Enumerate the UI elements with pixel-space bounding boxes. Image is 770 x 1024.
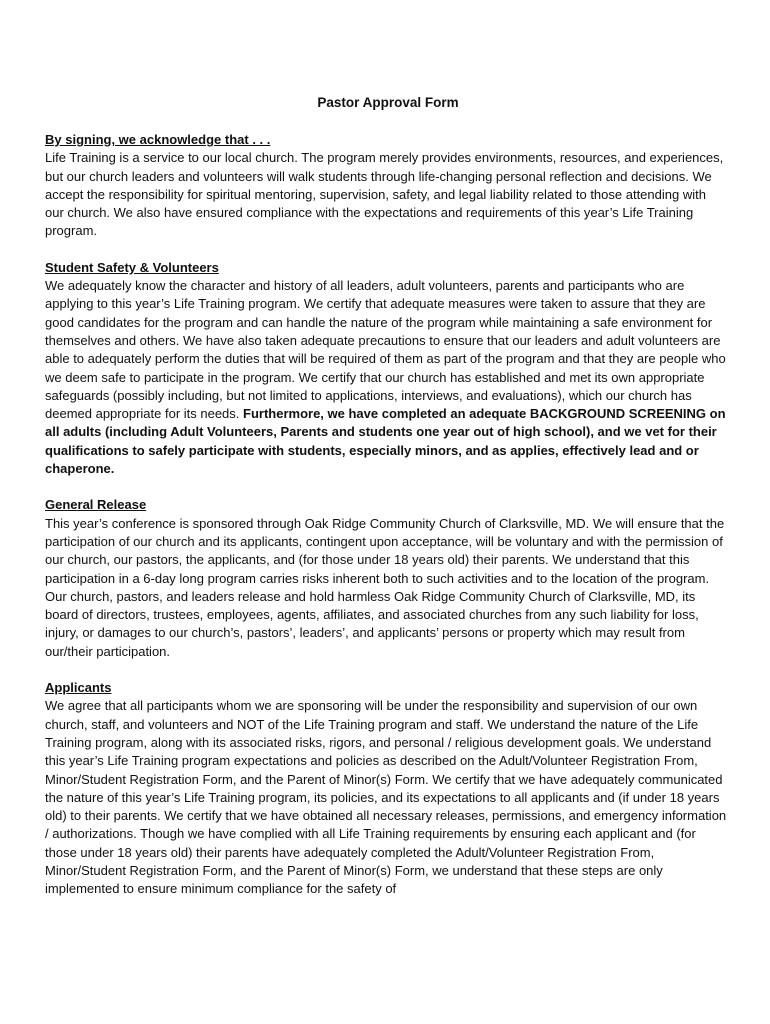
section-applicants (45, 679, 727, 899)
section-body: We agree that all participants whom we are sponsoring will be under the responsibility and supervision of our own church, staff, and volunteers and NOT of the Life Training program and staff. We understand the nature of the Life Training program, along with its associated risks, rigors, and personal / religious development goals. We understand this year’s Life Training program expectations and policies as described on the Adult/Volunteer Registration From, Minor/Student Registration Form, and the Parent of Minor(s) Form. We certify that we have adequately communicated the nature of this year’s Life Training program, its policies, and its expectations to all applicants and (if under 18 years old) to their parents. We certify that we have obtained all necessary releases, permissions, and emergency information / authorizations. Though we have complied with all Life Training requirements by ensuring each applicant and (for those under 18 years old) their parents have adequately completed the Adult/Volunteer Registration From, Minor/Student Registration Form, and the Parent of Minor(s) Form, we understand that these steps are only implemented to ensure minimum compliance for the safety of (45, 698, 727, 897)
section-general-release (45, 496, 727, 661)
section-heading: Applicants (45, 680, 112, 696)
section-heading: General Release (45, 497, 147, 513)
section-acknowledgement (45, 131, 727, 241)
section-student-safety (45, 259, 727, 479)
section-body-bold: Furthermore, we have completed an adequate BACKGROUND SCREENING on all adults (including Adult Volunteers, Parents and students one year out of high school), and we vet for their qualifications to safely participate with students, especially minors, and as applies, effectively lead and or chaperone. (45, 406, 726, 477)
section-body (45, 277, 727, 478)
section-body: This year’s conference is sponsored through Oak Ridge Community Church of Clarksville, MD. We will ensure that the participation of our church and its applicants, contingent upon acceptance, will be voluntary and with the permission of our church, our pastors, the applicants, and (for those under 18 years old) their parents. We understand that this participation in a 6-day long program carries risks inherent both to such activities and to the location of the program. Our church, pastors, and leaders release and hold harmless Oak Ridge Community Church of Clarksville, MD, its board of directors, trustees, employees, agents, affiliates, and associated churches from any such liability for loss, injury, or damages to our church’s, pastors’, leaders’, and applicants’ persons or property which may result from our/their participation. (45, 515, 725, 659)
document-page (45, 95, 727, 917)
section-heading: By signing, we acknowledge that . . . (45, 132, 271, 147)
section-body-regular: We adequately know the character and history of all leaders, adult volunteers, parents and participants who are applying to this year’s Life Training program. We certify that adequate measures were taken to assure that they are good candidates for the program and can handle the nature of the program while maintaining a safe environment for themselves and others. We have also taken adequate precautions to ensure that our leaders and adult volunteers are able to adequately perform the duties that will be required of them as part of the program and that they are people who we deem safe to participate in the program. We certify that our church has established and met its own appropriate safeguards (possibly including, but not limited to applications, interviews, and evaluations), which our church has deemed appropriate for its needs. (45, 278, 726, 422)
section-heading: Student Safety & Volunteers (45, 259, 219, 275)
document-title: Pastor Approval Form (317, 95, 459, 110)
section-body: Life Training is a service to our local church. The program merely provides environments, resources, and experiences, but our church leaders and volunteers will walk students through life-changing personal reflection and decisions. We accept the responsibility for spiritual mentoring, supervision, safety, and legal liability related to those attending with our church. We also have ensured compliance with the expectations and requirements of this year’s Life Training program. (45, 150, 724, 239)
